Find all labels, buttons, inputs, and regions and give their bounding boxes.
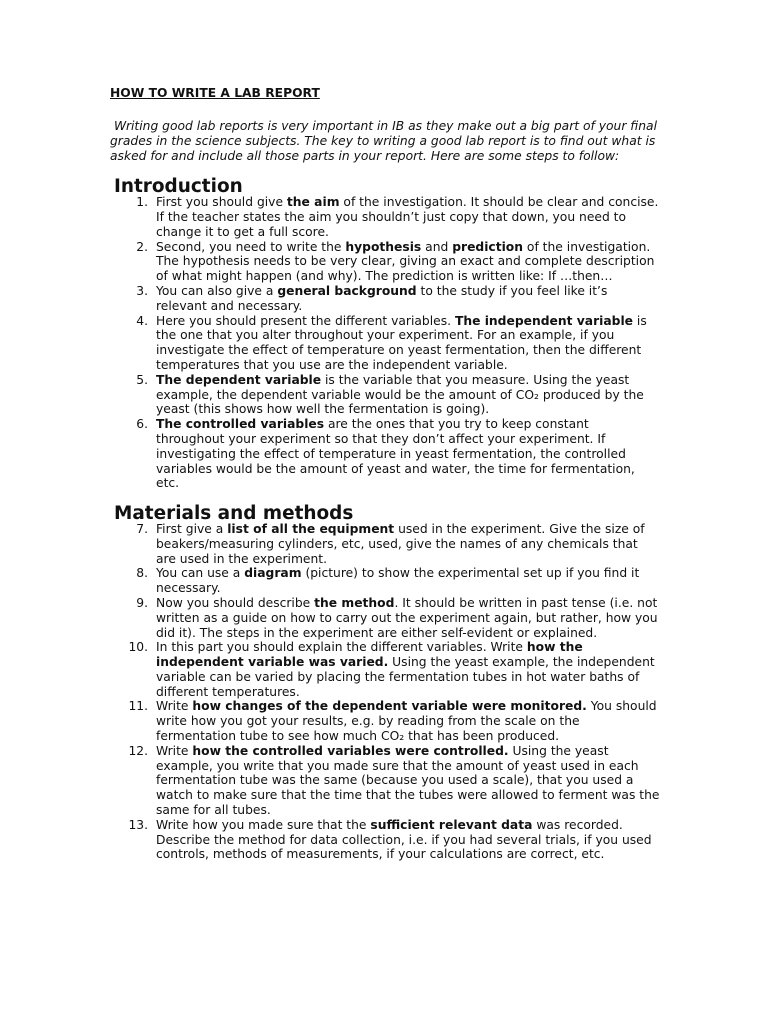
list-item-text: Using the yeast example, the independent variable can be varied by placing the fermentation tubes in hot water baths of different temperatures. [156,655,655,699]
list-item [110,699,660,743]
list-item [110,596,660,640]
list-item [110,284,660,314]
numbered-list [110,195,660,491]
bold-term: The dependent variable [156,372,322,387]
bold-term: The controlled variables [156,417,325,432]
intro-paragraph: Writing good lab reports is very important in IB as they make out a big part of your final grades in the science subjects. The key to writing a good lab report is to find out what is asked for and include all those parts in your report. Here are some steps to follow: [110,119,657,163]
list-item-text: is the one that you alter throughout your experiment. For an example, if you investigate the effect of temperature on yeast fermentation, then the different temperatures that you use are the independent variable. [156,313,647,372]
section-heading: Introduction [114,176,243,198]
bold-term: list of all the equipment [227,521,395,536]
list-item [110,566,660,596]
list-item-number: 13. [128,817,148,832]
list-item-text: First give a [156,521,228,536]
list-item [110,522,660,566]
sections-container [110,176,660,862]
list-item-text: Using the yeast example, you write that you made sure that the amount of yeast used in each fermentation tube was the same (because you used a scale), that you used a watch to make sure that the time that the tubes were allowed to ferment was the same for all tubes. [156,743,660,818]
list-item-text: Here you should present the different variables. [156,313,455,328]
list-item-text: used in the experiment. Give the size of beakers/measuring cylinders, etc, used, give the names of any chemicals that are used in the experiment. [156,521,645,566]
list-item-number: 10. [128,640,148,655]
document-title: HOW TO WRITE A LAB REPORT [110,86,320,100]
list-item-number: 4. [136,313,148,328]
list-item-number: 5. [136,372,148,387]
list-item-text: Write [156,743,193,758]
list-item [110,640,660,699]
bold-term: how the independent variable was varied. [156,640,583,670]
bold-term: diagram [244,566,302,581]
list-item-text: are the ones that you try to keep constant throughout your experiment so that they don’t affect your experiment. If investigating the effect of temperature in yeast fermentation, the controlled variables would be the amount of yeast and water, the time for fermentation, etc. [156,417,635,491]
list-item-number: 7. [136,521,148,536]
section-heading: Materials and methods [114,503,354,525]
bold-term: the method [314,595,395,610]
bold-term: The independent variable [454,313,634,328]
list-item-number: 9. [136,595,148,610]
list-item-number: 1. [136,195,148,210]
bold-term: hypothesis [345,239,422,254]
list-item-text: and [421,239,453,254]
bold-term: how the controlled variables were controlled. [192,743,509,758]
list-item [110,744,660,818]
list-item-number: 6. [136,417,148,432]
list-item-text: You can also give a [156,283,278,298]
list-item-text: (picture) to show the experimental set up if you find it necessary. [156,566,640,596]
numbered-list [110,522,660,862]
list-item [110,314,660,373]
list-item [110,417,660,491]
document-page [110,86,660,862]
list-item [110,240,660,284]
list-item-text: In this part you should explain the different variables. Write [156,640,527,655]
list-item [110,195,660,239]
list-item-text: of the investigation. It should be clear and concise. If the teacher states the aim you shouldn’t just copy that down, you need to change it to get a full score. [156,195,659,239]
list-item-text: Second, you need to write the [156,239,346,254]
list-item-text: You should write how you got your results, e.g. by reading from the scale on the fermentation tube to see how much CO₂ that has been produced. [156,699,657,744]
list-item-text: Now you should describe [156,595,315,610]
list-item-number: 8. [136,566,148,581]
bold-term: general background [277,283,417,298]
list-item-number: 11. [128,699,148,714]
bold-term: the aim [286,195,340,210]
list-item [110,373,660,417]
list-item-number: 3. [136,283,148,298]
list-item-text: Write how you made sure that the [156,817,371,832]
list-item-text: First you should give [156,195,287,210]
list-item-text: Write [156,699,193,714]
list-item-number: 2. [136,239,148,254]
bold-term: sufficient relevant data [370,817,533,832]
list-item-number: 12. [128,743,148,758]
list-item [110,818,660,862]
list-item-text: was recorded. Describe the method for data collection, i.e. if you had several trials, if you used controls, methods of measurements, if your calculations are correct, etc. [156,817,652,862]
bold-term: prediction [452,239,524,254]
list-item-text: to the study if you feel like it’s relevant and necessary. [156,283,608,313]
list-item-text: You can use a [156,566,245,581]
list-item-text: is the variable that you measure. Using the yeast example, the dependent variable would be the amount of CO₂ produced by the yeast (this shows how well the fermentation is going). [156,372,644,417]
bold-term: how changes of the dependent variable were monitored. [192,699,587,714]
list-item-text: . It should be written in past tense (i.e. not written as a guide on how to carry out the experiment again, but rather, how you did it). The steps in the experiment are either self-evident or explained. [156,595,658,640]
list-item-text: of the investigation. The hypothesis needs to be very clear, giving an exact and complete description of what might happen (and why). The prediction is written like: If …then… [156,239,655,284]
